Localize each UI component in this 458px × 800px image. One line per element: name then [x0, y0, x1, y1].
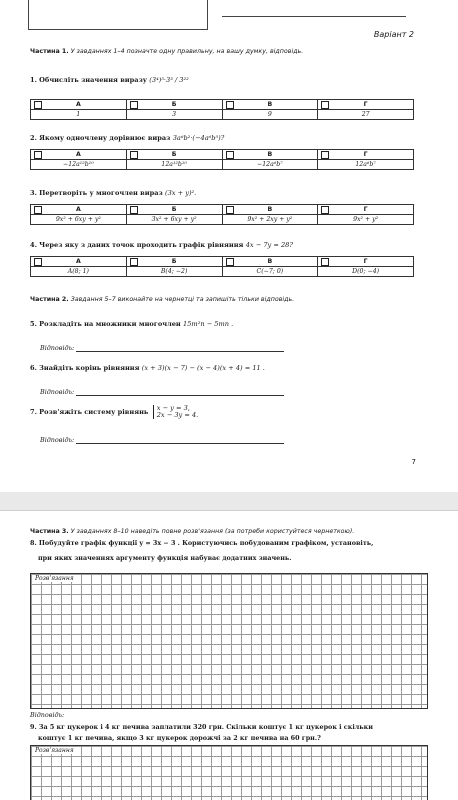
part1-title-rest: У завданнях 1–4 позначте одну правильну, на вашу думку, відповідь.	[68, 48, 304, 55]
solution-label-8: Розв'язання	[35, 575, 74, 582]
answer-7-line[interactable]	[76, 443, 284, 444]
checkbox[interactable]	[130, 151, 138, 159]
option-1-a-value: 1	[31, 110, 127, 120]
question-6-text: 6. Знайдіть корінь рівняння	[30, 364, 140, 372]
option-2-a-letter: А	[75, 151, 81, 158]
option-4-v[interactable]	[222, 257, 318, 267]
option-2-g[interactable]	[318, 150, 414, 160]
question-4-options	[30, 256, 414, 277]
option-1-a-letter: А	[75, 101, 81, 108]
part1-title-bold: Частина 1.	[30, 48, 69, 55]
option-4-g[interactable]	[318, 257, 414, 267]
checkbox[interactable]	[130, 101, 138, 109]
part3-title-rest: У завданнях 8–10 наведіть повне розв'язання (за потреби користуйтеся чернеткою).	[68, 528, 355, 535]
option-2-g-letter: Г	[363, 151, 368, 158]
answer-6-line[interactable]	[76, 395, 284, 396]
question-5-expr: 15m²n − 5mn .	[183, 320, 234, 328]
option-3-g[interactable]	[318, 205, 414, 215]
option-3-b-letter: Б	[171, 206, 177, 213]
option-3-g-letter: Г	[363, 206, 368, 213]
option-2-a-value: −12a¹²b¹⁰	[31, 160, 127, 170]
answer-5[interactable]	[40, 344, 284, 352]
part2-title-bold: Частина 2.	[30, 296, 69, 303]
option-1-g-letter: Г	[363, 101, 368, 108]
answer-8-label[interactable]: Відповідь:	[30, 711, 65, 719]
solution-grid-9[interactable]	[30, 745, 428, 800]
question-8-line-2: при яких значеннях аргументу функція набуває додатних значень.	[38, 554, 292, 562]
checkbox[interactable]	[34, 101, 42, 109]
option-1-b-value: 3	[126, 110, 222, 120]
question-2-expr: 3a⁶b²·(−4a⁶b⁵)?	[172, 134, 225, 142]
equation-2: 2x − 3y = 4.	[156, 411, 199, 419]
checkbox[interactable]	[226, 101, 234, 109]
question-4-text: 4. Через яку з даних точок проходить графік рівняння	[30, 241, 244, 249]
option-4-a[interactable]	[31, 257, 127, 267]
checkbox[interactable]	[130, 206, 138, 214]
option-3-b[interactable]	[126, 205, 222, 215]
option-4-a-value: A(8; 1)	[31, 267, 127, 277]
question-8-line-1: 8. Побудуйте графік функції y = 3x − 3 . Користуючись побудованим графіком, установіть,	[30, 539, 374, 547]
question-6	[30, 364, 265, 372]
option-4-v-letter: В	[267, 258, 273, 265]
option-2-v[interactable]	[222, 150, 318, 160]
option-4-b[interactable]	[126, 257, 222, 267]
part2-title-rest: Завдання 5–7 виконайте на чернетці та запишіть тільки відповідь.	[68, 296, 295, 303]
question-7	[30, 405, 198, 419]
checkbox[interactable]	[321, 151, 329, 159]
question-2	[30, 134, 224, 142]
option-1-v-letter: В	[267, 101, 273, 108]
question-3-options	[30, 204, 414, 225]
answer-6[interactable]	[40, 388, 284, 396]
question-4	[30, 241, 293, 249]
option-1-v[interactable]	[222, 100, 318, 110]
option-3-a-value: 9x² + 6xy + y²	[31, 215, 127, 225]
answer-7-label: Відповідь:	[40, 436, 75, 444]
option-1-b[interactable]	[126, 100, 222, 110]
question-1-expr: (3⁴)⁵·3³ / 3²²	[149, 76, 189, 84]
option-1-g[interactable]	[318, 100, 414, 110]
worksheet-page-2	[0, 510, 458, 800]
checkbox[interactable]	[321, 258, 329, 266]
question-1-options	[30, 99, 414, 120]
option-1-b-letter: Б	[171, 101, 177, 108]
option-2-v-value: −12a⁶b⁷	[222, 160, 318, 170]
page-number: 7	[411, 458, 416, 466]
option-1-g-value: 27	[318, 110, 414, 120]
question-9-line-2: коштує 1 кг печива, якщо 3 кг цукерок дорожчі за 2 кг печива на 60 грн.?	[38, 734, 321, 742]
option-3-a[interactable]	[31, 205, 127, 215]
question-2-text: 2. Якому одночлену дорівнює вираз	[30, 134, 171, 142]
checkbox[interactable]	[226, 151, 234, 159]
question-4-expr: 4x − 7y = 28?	[245, 241, 293, 249]
question-3-text: 3. Перетворіть у многочлен вираз	[30, 189, 163, 197]
answer-5-label: Відповідь:	[40, 344, 75, 352]
student-name-box[interactable]	[28, 0, 208, 30]
option-3-v[interactable]	[222, 205, 318, 215]
option-2-b-letter: Б	[171, 151, 177, 158]
option-3-b-value: 3x² + 6xy + y²	[126, 215, 222, 225]
checkbox[interactable]	[226, 258, 234, 266]
question-2-options	[30, 149, 414, 170]
checkbox[interactable]	[34, 258, 42, 266]
option-4-b-value: B(4; −2)	[126, 267, 222, 277]
question-9-line-1: 9. За 5 кг цукерок і 4 кг печива заплатили 320 грн. Скільки коштує 1 кг цукерок і скільки	[30, 723, 373, 731]
question-5-text: 5. Розкладіть на множники многочлен	[30, 320, 181, 328]
option-2-v-letter: В	[267, 151, 273, 158]
part1-title	[30, 48, 303, 55]
option-4-v-value: C(−7; 0)	[222, 267, 318, 277]
checkbox[interactable]	[34, 206, 42, 214]
variant-label: Варіант 2	[373, 30, 414, 39]
part2-title	[30, 296, 294, 303]
solution-grid-8[interactable]	[30, 573, 428, 709]
option-1-v-value: 9	[222, 110, 318, 120]
option-4-b-letter: Б	[171, 258, 177, 265]
option-4-g-letter: Г	[363, 258, 368, 265]
option-4-g-value: D(0; −4)	[318, 267, 414, 277]
checkbox[interactable]	[226, 206, 234, 214]
checkbox[interactable]	[321, 206, 329, 214]
checkbox[interactable]	[130, 258, 138, 266]
answer-7[interactable]	[40, 436, 284, 444]
question-6-expr: (x + 3)(x − 7) − (x − 4)(x + 4) = 11 .	[141, 364, 265, 372]
option-2-a[interactable]	[31, 150, 127, 160]
answer-6-label: Відповідь:	[40, 388, 75, 396]
option-4-a-letter: А	[75, 258, 81, 265]
option-3-v-value: 9x² + 2xy + y²	[222, 215, 318, 225]
option-2-g-value: 12a⁶b⁷	[318, 160, 414, 170]
option-2-b[interactable]	[126, 150, 222, 160]
option-3-v-letter: В	[267, 206, 273, 213]
option-3-a-letter: А	[75, 206, 81, 213]
solution-label-9: Розв'язання	[35, 747, 74, 754]
question-5	[30, 320, 233, 328]
name-line[interactable]	[222, 16, 406, 17]
option-2-b-value: 12a¹²b¹⁰	[126, 160, 222, 170]
question-1-text: 1. Обчисліть значення виразу	[30, 76, 147, 84]
question-7-text: 7. Розв'яжіть систему рівнянь	[30, 408, 149, 416]
equation-1: x − y = 3,	[156, 404, 190, 412]
answer-5-line[interactable]	[76, 351, 284, 352]
question-3-expr: (3x + y)².	[165, 189, 197, 197]
question-3	[30, 189, 196, 197]
option-1-a[interactable]	[31, 100, 127, 110]
option-3-g-value: 9x² + y²	[318, 215, 414, 225]
part3-title	[30, 528, 354, 535]
checkbox[interactable]	[34, 151, 42, 159]
question-1	[30, 76, 189, 84]
checkbox[interactable]	[321, 101, 329, 109]
equation-system	[153, 405, 199, 419]
part3-title-bold: Частина 3.	[30, 528, 69, 535]
